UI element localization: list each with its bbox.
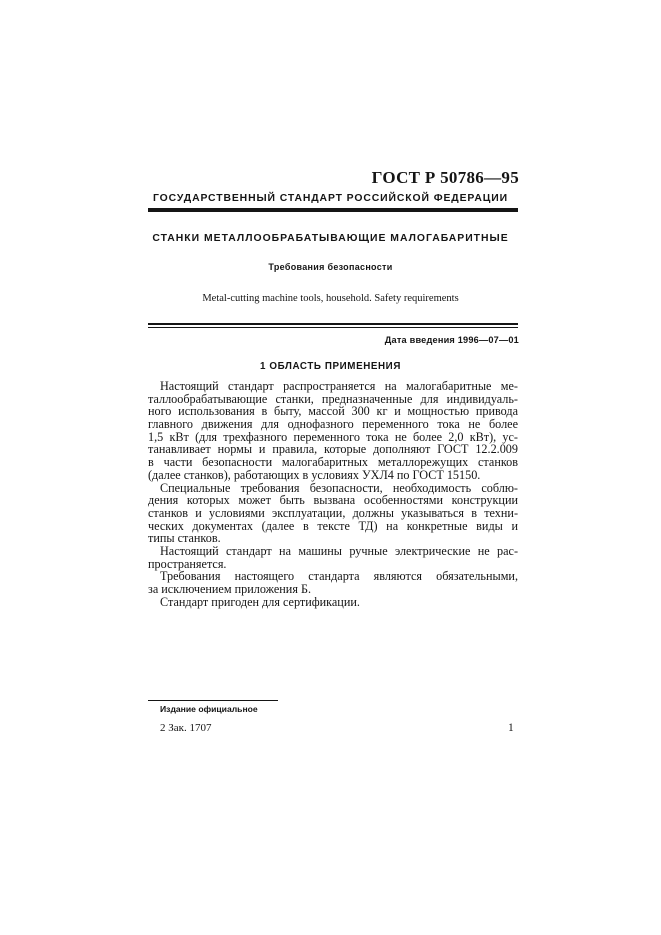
body-line: Специальные требования безопасности, необходимость соблю-: [160, 480, 518, 495]
body-line: танавливает нормы и правила, которые дополняют ГОСТ 12.2.009: [148, 442, 518, 457]
introduction-date: Дата введения 1996—07—01: [384, 335, 519, 345]
body-line: Настоящий стандарт распространяется на малогабаритные ме-: [160, 379, 518, 393]
body-line: таллообрабатывающие станки, предназначенные для индивидуаль-: [148, 391, 518, 406]
body-line: станков и условиями эксплуатации, должны указываться в техни-: [148, 505, 518, 520]
footer-divider: [148, 700, 278, 701]
body-line: Стандарт пригоден для сертификации.: [160, 594, 360, 609]
page-number: 1: [508, 722, 514, 734]
document-title: СТАНКИ МЕТАЛЛООБРАБАТЫВАЮЩИЕ МАЛОГАБАРИТНЫЕ: [152, 233, 509, 244]
document-subtitle: Требования безопасности: [268, 262, 393, 272]
body-line: Требования настоящего стандарта являются обязательными,: [160, 569, 518, 584]
body-line: Настоящий стандарт на машины ручные электрические не рас-: [160, 543, 518, 558]
body-line: за исключением приложения Б.: [148, 582, 312, 596]
order-number: 2 Зак. 1707: [160, 722, 212, 734]
body-line: главного движения для однофазного переменного тока не более: [148, 417, 518, 432]
english-title: Metal-cutting machine tools, household. Safety requirements: [202, 293, 459, 304]
document-number: ГОСТ Р 50786—95: [371, 168, 519, 187]
body-line: дения которых может быть вызвана особенностями конструкции: [148, 493, 518, 508]
body-line: в части безопасности малогабаритных металлорежущих станков: [148, 455, 518, 470]
body-line: (далее станков), работающих в условиях УХЛ4 по ГОСТ 15150.: [148, 467, 481, 482]
body-line: ческих документах (далее в тексте ТД) на конкретные виды и: [148, 518, 518, 533]
title-divider-top: [148, 323, 518, 325]
section-heading: 1 ОБЛАСТЬ ПРИМЕНЕНИЯ: [260, 361, 401, 372]
body-line: пространяется.: [148, 556, 227, 571]
body-line: 1,5 кВт (для трехфазного переменного тока не более 2,0 кВт), ус-: [148, 429, 518, 444]
body-line: ного использования в быту, массой 300 кг и мощностью привода: [148, 404, 518, 419]
section-body: [148, 380, 518, 608]
header-divider: [148, 208, 518, 212]
official-edition-label: Издание официальное: [160, 704, 258, 714]
state-standard-heading: ГОСУДАРСТВЕННЫЙ СТАНДАРТ РОССИЙСКОЙ ФЕДЕРАЦИИ: [153, 193, 508, 204]
body-line: типы станков.: [148, 531, 221, 546]
title-divider-bottom: [148, 327, 518, 328]
